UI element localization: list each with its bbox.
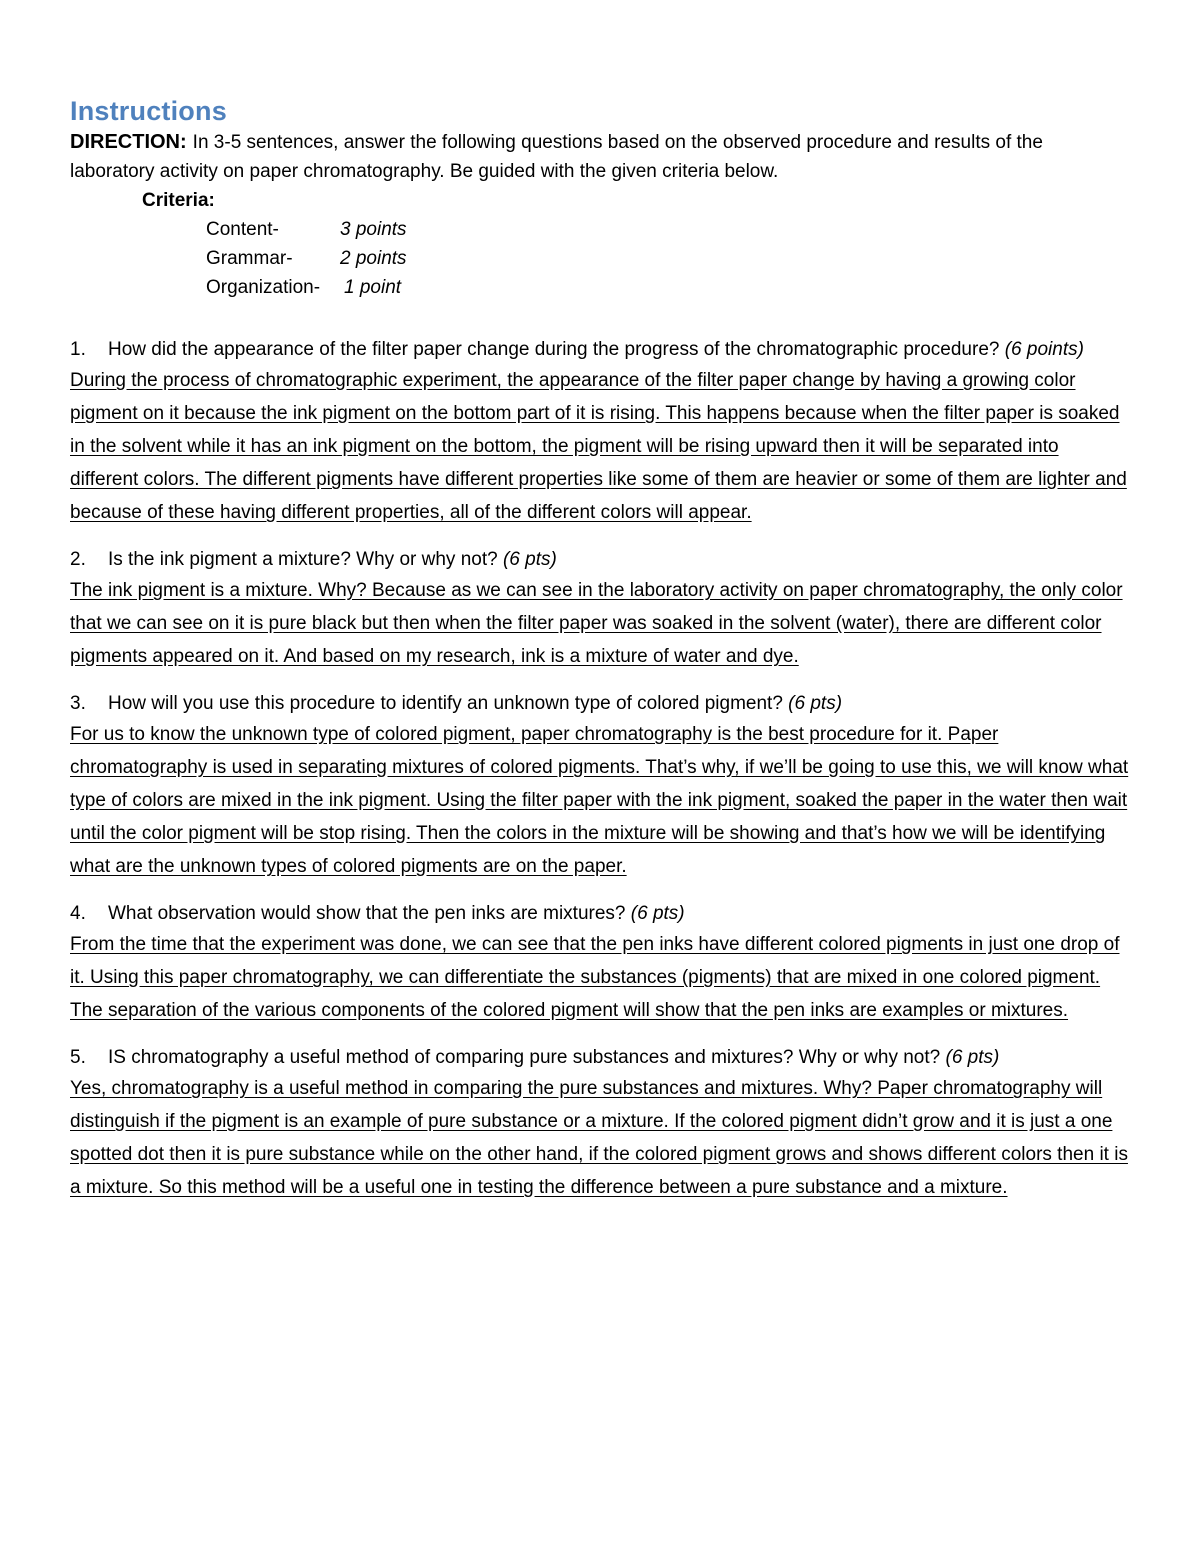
direction-text: In 3-5 sentences, answer the following questions based on the observed procedure and results of the laboratory activity on paper chromatography. Be guided with the given criteria below. — [70, 132, 1043, 182]
criteria-item — [206, 244, 1132, 273]
criteria-name: Organization- — [206, 277, 321, 298]
criteria-name: Grammar- — [206, 248, 293, 269]
answer-3: For us to know the unknown type of colored pigment, paper chromatography is the best procedure for it. Paper chromatography is used in separating mixtures of colored pigments. That’s why, if we’ll be going to use this, we will know what type of colors are mixed in the ink pigment. Using the filter paper with the ink pigment, soaked the paper in the water then wait until the color pigment will be stop rising. Then the colors in the mixture will be showing and that’s how we will be identifying what are the unknown types of colored pigments are on the paper. — [70, 724, 1129, 877]
document-page — [70, 94, 1132, 1204]
question-block-2 — [70, 545, 1132, 673]
question-number: 4. — [70, 903, 86, 924]
answer-2: The ink pigment is a mixture. Why? Because as we can see in the laboratory activity on paper chromatography, the only color that we can see on it is pure black but then when the filter paper was soaked in the solvent (water), there are different color pigments appeared on it. And based on my research, ink is a mixture of water and dye. — [70, 580, 1123, 667]
direction-paragraph — [70, 128, 1132, 186]
question-1 — [70, 335, 1132, 364]
criteria-points: 1 point — [344, 277, 402, 298]
question-points: (6 pts) — [945, 1047, 1000, 1068]
question-4 — [70, 899, 1132, 928]
question-3 — [70, 689, 1132, 718]
question-number: 3. — [70, 693, 86, 714]
criteria-section — [142, 186, 1132, 302]
criteria-item — [206, 215, 1132, 244]
answer-5: Yes, chromatography is a useful method in comparing the pure substances and mixtures. Why? Paper chromatography will distinguish if the pigment is an example of pure substance or a mixture. If the colored pigment didn’t grow and it is just a one spotted dot then it is pure substance while on the other hand, if the colored pigment grows and shows different colors then it is a mixture. So this method will be a useful one in testing the difference between a pure substance and a mixture. — [70, 1078, 1128, 1198]
question-number: 5. — [70, 1047, 86, 1068]
criteria-item — [206, 273, 1132, 302]
question-block-4 — [70, 899, 1132, 1027]
question-2 — [70, 545, 1132, 574]
answer-4: From the time that the experiment was done, we can see that the pen inks have different colored pigments in just one drop of it. Using this paper chromatography, we can differentiate the substances (pigments) that are mixed in one colored pigment. The separation of the various components of the colored pigment will show that the pen inks are examples or mixtures. — [70, 934, 1120, 1021]
question-block-5 — [70, 1043, 1132, 1204]
direction-label: DIRECTION: — [70, 131, 187, 153]
criteria-heading: Criteria: — [142, 190, 215, 211]
answer-1: During the process of chromatographic experiment, the appearance of the filter paper change by having a growing color pigment on it because the ink pigment on the bottom part of it is rising. This happens because when the filter paper is soaked in the solvent while it has an ink pigment on the bottom, the pigment will be rising upward then it will be separated into different colors. The different pigments have different properties like some of them are heavier or some of them are lighter and because of these having different properties, all of the different colors will appear. — [70, 370, 1127, 523]
question-points: (6 pts) — [788, 693, 843, 714]
criteria-points: 2 points — [340, 248, 407, 269]
question-block-1 — [70, 335, 1132, 529]
question-text: IS chromatography a useful method of comparing pure substances and mixtures? Why or why not? — [108, 1047, 941, 1068]
question-number: 1. — [70, 339, 86, 360]
question-text: Is the ink pigment a mixture? Why or why not? — [108, 549, 498, 570]
question-text: How will you use this procedure to identify an unknown type of colored pigment? — [108, 693, 783, 714]
criteria-name: Content- — [206, 219, 279, 240]
question-text: How did the appearance of the filter paper change during the progress of the chromatographic procedure? — [108, 339, 1000, 360]
question-points: (6 pts) — [502, 549, 557, 570]
question-points: (6 pts) — [630, 903, 685, 924]
criteria-list — [206, 215, 1132, 302]
criteria-points: 3 points — [340, 219, 407, 240]
question-text: What observation would show that the pen inks are mixtures? — [108, 903, 626, 924]
question-5 — [70, 1043, 1132, 1072]
page-title: Instructions — [70, 96, 227, 126]
question-number: 2. — [70, 549, 86, 570]
question-block-3 — [70, 689, 1132, 883]
question-points: (6 points) — [1004, 339, 1084, 360]
